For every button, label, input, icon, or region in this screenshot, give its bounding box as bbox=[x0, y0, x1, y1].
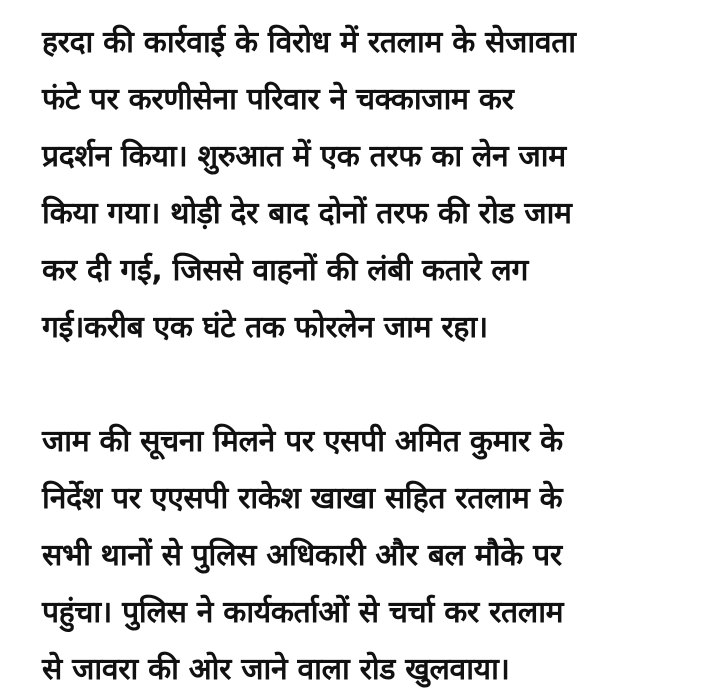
paragraph-2-line-2: निर्देश पर एएसपी राकेश खाखा सहित रतलाम के bbox=[42, 481, 563, 516]
paragraph-1-line-3: प्रदर्शन किया। शुरुआत में एक तरफ का लेन जाम bbox=[42, 139, 566, 174]
paragraph-spacer bbox=[42, 356, 692, 413]
paragraph-2-line-5: से जावरा की ओर जाने वाला रोड खुलवाया। bbox=[42, 652, 510, 687]
paragraph-2-line-4: पहुंचा। पुलिस ने कार्यकर्ताओं से चर्चा कर रतलाम bbox=[42, 595, 564, 630]
paragraph-1-line-5: कर दी गई, जिससे वाहनों की लंबी कतारे लग bbox=[42, 253, 529, 288]
article-paragraph-2 bbox=[42, 413, 692, 698]
paragraph-1-line-2: फंटे पर करणीसेना परिवार ने चक्काजाम कर bbox=[42, 82, 514, 117]
paragraph-2-line-1: जाम की सूचना मिलने पर एसपी अमित कुमार के bbox=[42, 424, 563, 459]
paragraph-2-line-3: सभी थानों से पुलिस अधिकारी और बल मौके पर bbox=[42, 538, 562, 573]
paragraph-1-line-4: किया गया। थोड़ी देर बाद दोनों तरफ की रोड जाम bbox=[42, 196, 572, 231]
news-article bbox=[42, 14, 692, 698]
paragraph-1-line-6: गई।करीब एक घंटे तक फोरलेन जाम रहा। bbox=[42, 310, 488, 345]
paragraph-1-line-1: हरदा की कार्रवाई के विरोध में रतलाम के सेजावता bbox=[42, 25, 576, 60]
article-paragraph-1 bbox=[42, 14, 692, 356]
